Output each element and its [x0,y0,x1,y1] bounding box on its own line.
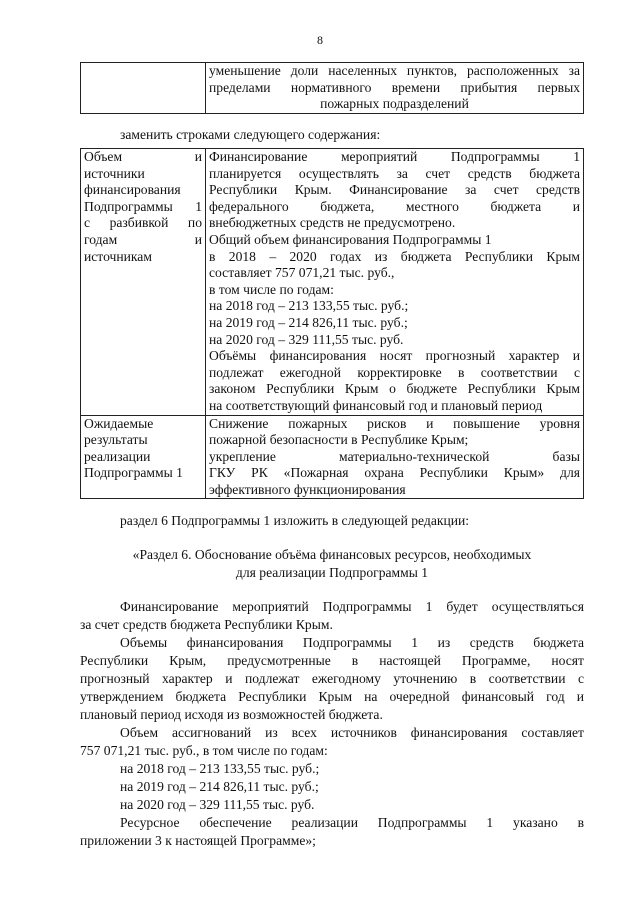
paragraph-2-line: прогнозный характер и подлежат ежегодному уточнению в соответствии с [80,671,584,686]
empty-label-cell [81,63,206,114]
table-row [81,415,584,499]
previous-row-value: уменьшение доли населенных пунктов, расположенных за пределами нормативного времени прибытия первых пожарных подразделений [206,63,584,114]
financing-value: Финансирование мероприятий Подпрограммы 1 планируется осуществлять за счет средств бюджета Республики Крым. Финансирование за счет средств федерального бюджета, местного бюджета и внебюджетных средств не предусмотрено. Общий объем финансирования Подпрограммы 1 в 2018 – 2020 годах из бюджета Республики Крым составляет 757 071,21 тыс. руб., в том числе по годам: на 2018 год – 213 133,55 тыс. руб.; на 2019 год – 214 826,11 тыс. руб.; на 2020 год – 329 111,55 тыс. руб. Объёмы финансирования носят прогнозный характер и подлежат ежегодной корректировке в соответствии с законом Республики Крым о бюджете Республики Крым на соответствующий финансовый год и плановый период [206,149,584,416]
results-value: Снижение пожарных рисков и повышение уровня пожарной безопасности в Республике Крым; укрепление материально-технической базы ГКУ РК «Пожарная охрана Республики Крым» для эффективного функционирования [206,415,584,499]
paragraph-2-line: Объемы финансирования Подпрограммы 1 из средств бюджета [120,635,584,650]
year-2020-line: на 2020 год – 329 111,55 тыс. руб. [120,797,315,812]
replace-intro: заменить строками следующего содержания: [120,127,381,142]
table-row [81,63,584,114]
paragraph-2-line: плановый период исходя из возможностей бюджета. [80,707,383,722]
year-2018-line: на 2018 год – 213 133,55 тыс. руб.; [120,761,320,776]
paragraph-4-line: приложении 3 к настоящей Программе»; [80,833,316,848]
paragraph-3-line: 757 071,21 тыс. руб., в том числе по годам: [80,743,328,758]
paragraph-2-line: утверждением бюджета Республики Крым на очередной финансовый год и [80,689,584,704]
paragraph-1-line: Финансирование мероприятий Подпрограммы 1 будет осуществляться [120,599,584,614]
results-label: Ожидаемые результаты реализации Подпрограммы 1 [81,415,206,499]
paragraph-2-line: Республики Крым, предусмотренные в настоящей Программе, носят [80,653,584,668]
passport-table [80,148,584,499]
table-row [81,149,584,416]
paragraph-3-line: Объем ассигнований из всех источников финансирования составляет [120,725,584,740]
section-intro: раздел 6 Подпрограммы 1 изложить в следующей редакции: [120,513,470,528]
section-title-line-1: «Раздел 6. Обоснование объёма финансовых ресурсов, необходимых [132,547,532,562]
previous-row-table [80,62,584,114]
year-2019-line: на 2019 год – 214 826,11 тыс. руб.; [120,779,319,794]
financing-label: Объем и источники финансирования Подпрограммы 1 с разбивкой по годам и источникам [81,149,206,416]
paragraph-1-line: за счет средств бюджета Республики Крым. [80,617,333,632]
page-number: 8 [317,33,323,47]
section-title-line-2: для реализации Подпрограммы 1 [235,565,429,580]
paragraph-4-line: Ресурсное обеспечение реализации Подпрограммы 1 указано в [120,815,584,830]
